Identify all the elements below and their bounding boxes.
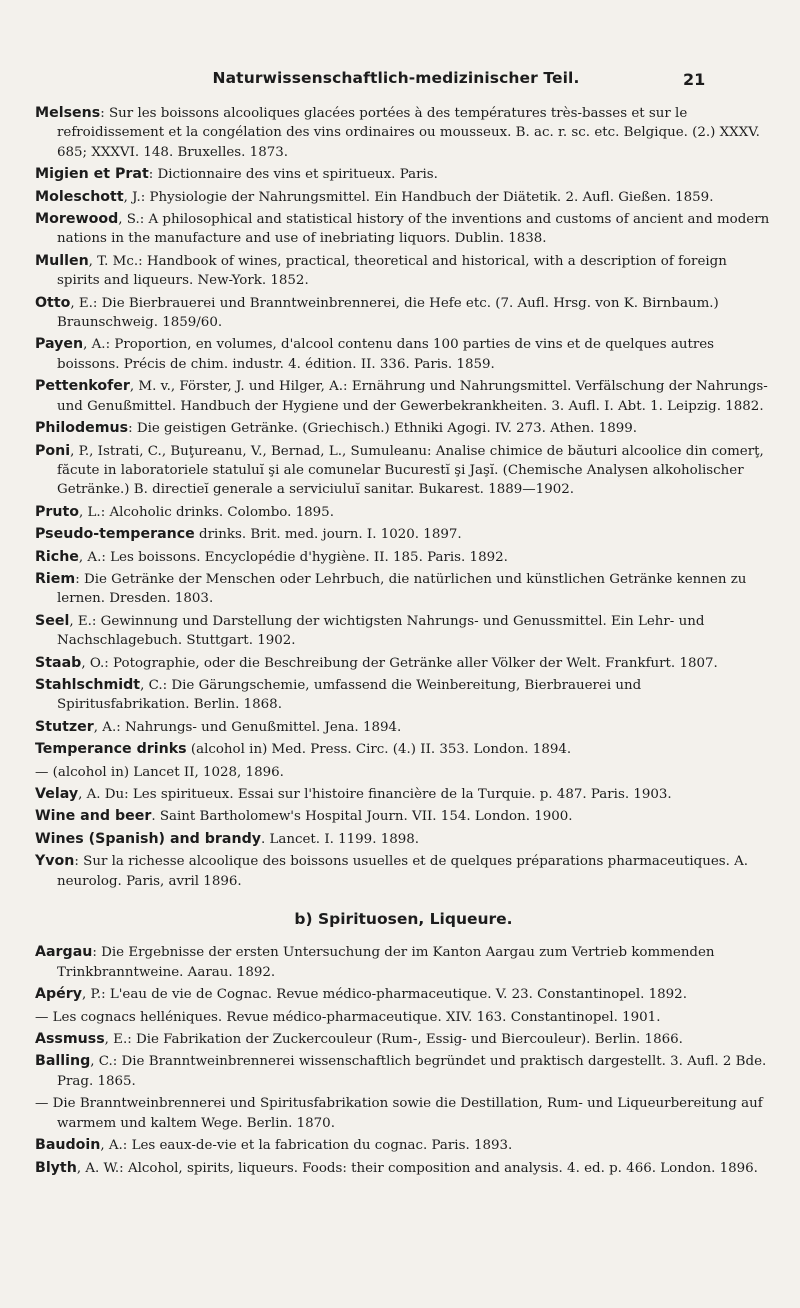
bibliography-entry — [35, 985, 772, 1004]
entry-text: , T. Mc.: Handbook of wines, practical, theoretical and historical, with a description of foreign spirits and liqueurs. New-York. 1852. — [57, 253, 727, 289]
bibliography-entry — [35, 188, 772, 207]
entry-author: Pseudo-temperance — [35, 526, 195, 543]
entry-text: , P., Istrati, C., Buţureanu, V., Bernad, L., Sumuleanu: Analise chimice de băuturi alcoolice din comerţ, făcute in laboratoriele statuluĭ şi ale comunelar Bucurestĭ şi Jaşĭ. (Chemische Analysen alkoholischer Getränke.) B. directieĭ generale a serviciuluĭ sanitar. Bukarest. 1889—1902. — [57, 443, 764, 498]
entry-text: — (alcohol in) Lancet II, 1028, 1896. — [35, 764, 284, 780]
bibliography-entry — [35, 852, 772, 891]
bibliography-entry — [35, 210, 772, 249]
entry-text: , C.: Die Gärungschemie, umfassend die Weinbereitung, Bierbrauerei und Spiritusfabrikation. Berlin. 1868. — [57, 677, 642, 713]
bibliography-entry — [35, 294, 772, 333]
entry-text: : Dictionnaire des vins et spiritueux. Paris. — [148, 167, 438, 183]
bibliography-entry — [35, 1052, 772, 1091]
entry-author: Philodemus — [35, 420, 129, 437]
entry-author: Payen — [35, 336, 84, 353]
bibliography-entry — [35, 943, 772, 982]
entry-text: — Die Branntweinbrennerei und Spiritusfabrikation sowie die Destillation, Rum- und Liqueurbereitung auf warmem und kaltem Wege. Berlin. 1870. — [35, 1096, 763, 1131]
entry-text: , L.: Alcoholic drinks. Colombo. 1895. — [79, 504, 334, 520]
bibliography-entry — [35, 252, 772, 291]
entry-author: Staab — [35, 654, 82, 671]
bibliography-entry — [35, 548, 772, 567]
entry-author: Melsens — [35, 105, 101, 121]
entry-text: : Sur les boissons alcooliques glacées portées à des températures très-basses et sur le refroidissement et la congélation des vins ordinaires ou mousseux. B. ac. r. sc. etc. Belgique. (2.) XXXV. 685; XXXVI. 148. Bruxelles. 1873. — [57, 106, 760, 160]
entry-author: Apéry — [35, 986, 83, 1003]
entry-author: Assmuss — [35, 1031, 105, 1048]
entry-author: Stahlschmidt — [35, 676, 141, 693]
entry-text: , C.: Die Branntweinbrennerei wissenschaftlich begründet und praktisch dargestellt. 3. Aufl. 2 Bde. Prag. 1865. — [57, 1054, 767, 1089]
entry-author: Pettenkofer — [35, 378, 130, 395]
entry-text: , S.: A philosophical and statistical history of the inventions and customs of ancient and modern nations in the manufacture and use of inebriating liquors. Dublin. 1838. — [57, 212, 770, 247]
entry-text: , A. W.: Alcohol, spirits, liqueurs. Foods: their composition and analysis. 4. ed. p. 466. London. 1896. — [76, 1160, 758, 1176]
entry-author: Baudoin — [35, 1137, 101, 1154]
entry-author: Poni — [35, 442, 71, 459]
entry-author: Blyth — [35, 1159, 77, 1176]
entry-author: Yvon — [35, 853, 75, 870]
entry-text: : Die geistigen Getränke. (Griechisch.) Ethniki Agogi. IV. 273. Athen. 1899. — [128, 421, 638, 437]
bibliography-entry — [35, 830, 772, 849]
entry-author: Pruto — [35, 503, 80, 520]
bibliography-entry — [35, 1094, 772, 1133]
bibliography-entry — [35, 570, 772, 609]
entry-text: . Saint Bartholomew's Hospital Journ. VII. 154. London. 1900. — [151, 809, 573, 825]
entry-author: Aargau — [35, 944, 93, 961]
entry-text: : Die Ergebnisse der ersten Untersuchung der im Kanton Aargau zum Vertrieb kommenden Trinkbranntweine. Aarau. 1892. — [57, 945, 715, 980]
bibliography-entry — [35, 104, 772, 162]
bibliography-entry — [35, 676, 772, 715]
bibliography-entry — [35, 335, 772, 374]
entry-text: drinks. Brit. med. journ. I. 1020. 1897. — [194, 527, 462, 543]
entry-author: Seel — [35, 612, 70, 629]
bibliography-entry — [35, 503, 772, 522]
entry-author: Velay — [35, 786, 79, 802]
bibliography-entry — [35, 442, 772, 500]
bibliography-entry — [35, 1008, 772, 1027]
bibliography-entry — [35, 718, 772, 737]
page-number: 21 — [683, 70, 706, 89]
bibliography-entry — [35, 740, 772, 759]
entry-text: , A. Du: Les spiritueux. Essai sur l'histoire financière de la Turquie. p. 487. Paris. 1903. — [78, 787, 672, 802]
entry-text: , P.: L'eau de vie de Cognac. Revue médico-pharmaceutique. V. 23. Constantinopel. 1892. — [82, 987, 687, 1003]
bibliography-entry — [35, 1030, 772, 1049]
entry-text: , E.: Die Fabrikation der Zuckercouleur (Rum-, Essig- und Biercouleur). Berlin. 1866. — [104, 1032, 683, 1048]
entry-author: Mullen — [35, 252, 89, 269]
bibliography-entry — [35, 377, 772, 416]
entry-text: — Les cognacs helléniques. Revue médico-pharmaceutique. XIV. 163. Constantinopel. 1901. — [35, 1009, 661, 1025]
entry-text: . Lancet. I. 1199. 1898. — [260, 831, 420, 847]
entry-text: , A.: Nahrungs- und Genußmittel. Jena. 1894. — [93, 719, 402, 735]
entry-text: , J.: Physiologie der Nahrungsmittel. Ein Handbuch der Diätetik. 2. Aufl. Gießen. 1859. — [123, 189, 714, 205]
bibliography-entry — [35, 612, 772, 651]
entry-text: , A.: Les eaux-de-vie et la fabrication du cognac. Paris. 1893. — [100, 1138, 513, 1154]
bibliography-entry — [35, 165, 772, 184]
entry-author: Riem — [35, 570, 76, 587]
bibliography-section-a — [35, 104, 772, 891]
bibliography-entry — [35, 785, 772, 804]
bibliography-entry — [35, 763, 772, 782]
bibliography-entry — [35, 1136, 772, 1155]
entry-author: Moleschott — [35, 188, 124, 205]
entry-text: , A.: Proportion, en volumes, d'alcool contenu dans 100 parties de vins et de quelques autres boissons. Précis de chim. industr. 4. édition. II. 336. Paris. 1859. — [57, 337, 715, 372]
entry-author: Migien et Prat — [35, 166, 149, 183]
entry-text: , M. v., Förster, J. und Hilger, A.: Ernährung und Nahrungsmittel. Verfälschung der Nahrungs- und Genußmittel. Handbuch der Hygiene und der Gewerbekrankheiten. 3. Aufl. I. Abt. 1. Leipzig. 1882. — [57, 379, 768, 414]
entry-text: , O.: Potographie, oder die Beschreibung der Getränke aller Völker der Welt. Frankfurt. 1807. — [81, 655, 718, 671]
entry-text: , E.: Die Bierbrauerei und Branntweinbrennerei, die Hefe etc. (7. Aufl. Hrsg. von K. Birnbaum.) Braunschweig. 1859/60. — [57, 295, 719, 331]
entry-text: : Sur la richesse alcoolique des boissons usuelles et de quelques préparations pharmaceutiques. A. neurolog. Paris, avril 1896. — [57, 854, 749, 889]
running-header: Naturwissenschaftlich-medizinischer Teil. — [212, 69, 580, 87]
section-heading: b) Spirituosen, Liqueure. — [294, 910, 513, 929]
bibliography-section-b — [35, 943, 772, 1177]
bibliography-list — [35, 104, 772, 1181]
entry-author: Wines (Spanish) and brandy — [35, 830, 261, 847]
entry-author: Otto — [35, 294, 71, 311]
entry-text: : Die Getränke der Menschen oder Lehrbuch, die natürlichen und künstlichen Getränke kennen zu lernen. Dresden. 1803. — [57, 571, 747, 607]
entry-author: Temperance drinks — [35, 741, 187, 758]
bibliography-entry — [35, 419, 772, 438]
entry-author: Wine and beer — [35, 808, 152, 825]
bibliography-entry — [35, 807, 772, 826]
bibliography-entry — [35, 654, 772, 673]
bibliography-entry — [35, 525, 772, 544]
bibliography-entry — [35, 1159, 772, 1178]
entry-text: , A.: Les boissons. Encyclopédie d'hygiène. II. 185. Paris. 1892. — [78, 549, 508, 565]
entry-author: Balling — [35, 1053, 91, 1070]
entry-author: Riche — [35, 548, 79, 565]
entry-author: Morewood — [35, 211, 119, 228]
entry-text: , E.: Gewinnung und Darstellung der wichtigsten Nahrungs- und Genussmittel. Ein Lehr- und Nachschlagebuch. Stuttgart. 1902. — [57, 613, 705, 649]
entry-text: (alcohol in) Med. Press. Circ. (4.) II. 353. London. 1894. — [186, 742, 572, 758]
entry-author: Stutzer — [35, 718, 94, 735]
